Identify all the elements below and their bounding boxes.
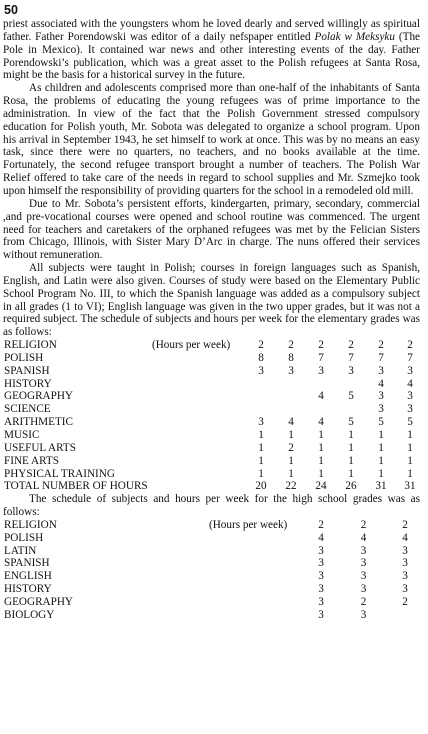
hours-cell [246,378,276,391]
table-row [4,390,424,403]
table-row [4,545,424,558]
subject-cell: BIOLOGY [4,608,55,621]
hours-label-cell [209,583,301,596]
hours-cell: 31 [375,480,387,493]
hours-cell: 2 [288,441,294,454]
subject-cell: GEOGRAPHY [4,390,73,403]
subject-cell: LATIN [4,544,37,557]
table-row [4,442,424,455]
hours-cell: 1 [348,454,354,467]
hours-cell: 1 [348,441,354,454]
hours-cell [386,609,424,622]
hours-cell: 3 [407,403,413,416]
page-number: 50 [4,3,18,17]
hours-cell: 8 [258,351,264,364]
hours-cell: 2 [360,595,367,608]
paragraph [3,262,420,339]
hours-cell: 2 [402,518,408,531]
subject-cell: GEOGRAPHY [4,595,73,608]
hours-label-cell [209,570,301,583]
hours-cell: 3 [258,364,264,377]
hours-cell: 5 [348,416,354,429]
high-school-intro: The schedule of subjects and hours per week for the high school grades was as follows: [3,493,420,519]
hours-cell: 1 [378,441,384,454]
hours-cell: 3 [258,416,264,429]
hours-label-cell [152,352,246,365]
table-row [4,468,424,481]
text-run: priest associated with the youngsters whom he loved dearly and served willingly as spiritual father. Father Porendowski was editor of a daily nefspaper entitled [3,18,420,43]
hours-cell: 3 [348,364,354,377]
table-row [4,352,424,365]
hours-cell [246,390,276,403]
hours-cell: 20 [255,480,267,493]
subject-cell: RELIGION [4,518,57,531]
hours-cell: 2 [348,339,354,352]
hours-cell: 2 [378,339,384,352]
hours-cell: 1 [378,467,384,480]
hours-cell: 1 [318,467,324,480]
hours-cell: 1 [378,454,384,467]
subject-cell: PHYSICAL TRAINING [4,467,115,480]
hours-label-cell [152,390,246,403]
hours-cell: 3 [360,557,367,570]
table-row [4,519,424,532]
hours-cell: 24 [315,480,327,493]
subject-cell: HISTORY [4,583,52,596]
hours-cell: 1 [288,467,294,480]
hours-cell: 4 [318,390,324,403]
hours-cell: 3 [360,583,367,596]
subject-cell: SPANISH [4,364,50,377]
hours-cell: 1 [258,467,264,480]
paragraph [3,82,420,198]
hours-cell: 3 [360,608,367,621]
table-row [4,365,424,378]
hours-cell: 8 [288,351,294,364]
subject-cell: SPANISH [4,557,50,570]
table-row [4,583,424,596]
hours-cell: 1 [318,454,324,467]
text-run: Due to Mr. Sobota’s persistent efforts, kindergarten, primary, secondary, commercial ,and pre-vocational courses were opened and school routine was commenced. The urgent need for teachers and caretakers of the orphaned refugees was met by the Felician Sisters from Chicago, Illinois, with Sister Mary D’Arc in charge. The nuns offered their services without remuneration. [3,197,420,262]
hours-cell: 4 [407,377,413,390]
subject-cell: POLISH [4,351,44,364]
hours-cell: 1 [288,454,294,467]
subject-cell: POLISH [4,531,44,544]
hours-cell [306,403,336,416]
hours-label-cell: (Hours per week) [152,339,231,352]
hours-cell: 3 [318,583,324,596]
table-row [4,455,424,468]
hours-cell: 3 [402,557,408,570]
hours-label-cell [152,365,246,378]
hours-cell [246,403,276,416]
italic-title: Polak w Meksyku [314,30,395,43]
hours-label-cell [209,545,301,558]
hours-cell: 3 [318,608,324,621]
table-row [4,596,424,609]
hours-cell: 7 [407,351,413,364]
subject-cell: RELIGION [4,339,57,352]
paragraph [3,18,420,82]
hours-cell: 2 [402,595,408,608]
hours-label-cell [152,480,246,493]
hours-cell: 2 [258,339,264,352]
hours-label-cell [209,596,301,609]
subject-cell: USEFUL ARTS [4,441,76,454]
hours-cell: 1 [318,441,324,454]
hours-cell: 1 [407,429,413,441]
hours-cell: 1 [378,429,384,441]
hours-cell [276,403,306,416]
table-row [4,378,424,391]
hours-cell: 3 [288,364,294,377]
subject-cell: SCIENCE [4,403,51,416]
hours-label-cell [209,609,301,622]
hours-cell: 4 [288,416,294,429]
hours-label-cell [152,403,246,416]
hours-cell: 4 [360,531,367,544]
hours-label-cell [209,557,301,570]
hours-cell: 3 [378,364,384,377]
hours-cell: 1 [258,454,264,467]
hours-cell: 2 [318,518,324,531]
hours-cell: 1 [348,467,354,480]
hours-cell: 3 [402,583,408,596]
table-row [4,557,424,570]
hours-cell: 2 [318,339,324,352]
hours-cell: 7 [378,351,384,364]
hours-cell: 1 [407,454,413,467]
hours-cell: 1 [288,429,294,441]
hours-cell: 5 [407,416,413,429]
hours-cell: 1 [407,467,413,480]
subject-cell: TOTAL NUMBER OF HOURS [4,480,148,493]
table-row [4,339,424,352]
hours-cell: 3 [378,403,384,416]
hours-cell: 1 [407,441,413,454]
hours-cell: 22 [285,480,297,493]
subject-cell: FINE ARTS [4,454,59,467]
hours-cell: 5 [348,390,354,403]
hours-cell: 1 [258,429,264,441]
hours-cell: 1 [348,429,354,441]
hours-cell: 26 [345,480,357,493]
table-row [4,416,424,429]
body-text [3,18,420,339]
table-row [4,570,424,583]
elementary-schedule-table [4,339,424,493]
table-row [4,609,424,622]
hours-label-cell [152,468,246,481]
subject-cell: ENGLISH [4,570,52,583]
table-row [4,532,424,545]
hours-cell: 5 [378,416,384,429]
table-row [4,403,424,416]
high-school-schedule-table [4,519,424,622]
hours-cell: 4 [402,531,408,544]
hours-cell: 3 [318,595,324,608]
hours-cell: 7 [348,351,354,364]
hours-cell: 3 [318,557,324,570]
subject-cell: MUSIC [4,429,40,441]
table-row [4,480,424,493]
hours-cell: 3 [407,390,413,403]
hours-cell: 4 [318,416,324,429]
hours-cell: 3 [318,544,324,557]
hours-cell: 3 [318,570,324,583]
hours-cell: 3 [360,544,367,557]
subject-cell: ARITHMETIC [4,416,73,429]
hours-label-cell [152,455,246,468]
text-run: (The Pole in Mexico). It contained war news and other interesting events of the day. Father Porendowski’s publication, which was a great asset to the Polish refugees at Santa Rosa, might be the basis for a historical survey in the future. [3,30,421,82]
hours-cell [336,403,366,416]
hours-label-cell [209,532,301,545]
subject-cell: HISTORY [4,377,52,390]
hours-cell: 3 [378,390,384,403]
hours-cell [276,378,306,391]
hours-cell: 3 [318,364,324,377]
hours-label-cell: (Hours per week) [209,518,288,531]
hours-label-cell [152,429,246,442]
hours-cell: 4 [318,531,324,544]
hours-cell [276,390,306,403]
hours-cell: 4 [378,377,384,390]
hours-cell: 2 [288,339,294,352]
hours-label-cell [152,442,246,455]
hours-cell: 1 [258,441,264,454]
hours-cell [306,378,336,391]
hours-cell: 2 [407,339,413,352]
hours-cell: 2 [360,518,367,531]
hours-cell: 31 [404,480,416,493]
hours-label-cell [152,416,246,429]
paragraph [3,198,420,262]
text-run: All subjects were taught in Polish; courses in foreign languages such as Spanish, English, and Latin were also given. Courses of study were based on the Elementary Public School Program No. III, to which the Spanish language was added as a compulsory subject in all grades (1 to VI); English language was given in the two upper grades, but it was not a required subject. The schedule of subjects and hours per week for the elementary grades was as follows: [3,262,420,339]
text-run: As children and adolescents comprised more than one-half of the inhabitants of Santa Rosa, the problems of educating the young refugees was of prime importance to the administration. In view of the fact that the Polish Government stressed compulsory education for Polish youth, Mr. Sobota was delegated to organize a school program. Upon his arrival in September 1943, he set himself to work at once. This was by no means an easy task, since there were no quarters, no teachers, and no books available at the time. Fortunately, the second refugee transport brought a number of teachers. The Polish War Relief offered to take care of the needs in regard to school supplies and Mr. Szmejko took upon himself the responsibility of providing quarters for the school in a remodeled old mill. [3,82,420,197]
hours-cell: 7 [318,351,324,364]
hours-cell [336,378,366,391]
hours-cell: 3 [360,570,367,583]
hours-cell: 3 [402,570,408,583]
hours-cell: 3 [402,544,408,557]
hours-label-cell [152,378,246,391]
hours-cell: 3 [407,364,413,377]
table-row [4,429,424,442]
hours-cell: 1 [318,429,324,441]
